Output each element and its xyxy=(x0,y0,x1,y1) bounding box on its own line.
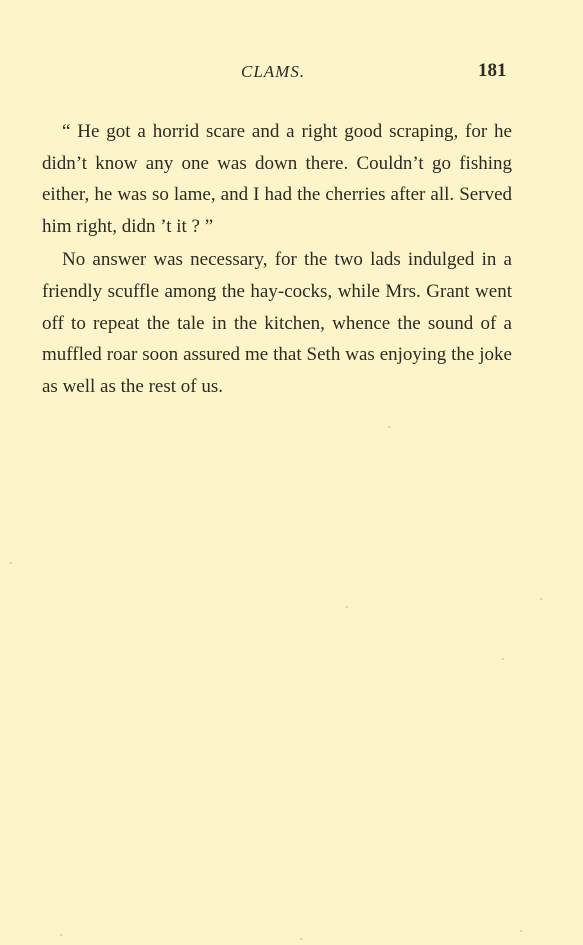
running-head xyxy=(0,62,583,86)
paper-speck xyxy=(10,562,12,564)
paragraph-2: No answer was necessary, for the two lads indulged in a friendly scuffle among the hay-cocks, while Mrs. Grant went off to repeat the tale in the kitchen, whence the sound of a muffled roar soon assured me that Seth was enjoying the joke as well as the rest of us. xyxy=(42,249,512,397)
paper-speck xyxy=(540,598,542,600)
body-text xyxy=(42,116,512,402)
chapter-title: CLAMS. xyxy=(241,62,306,81)
paper-speck xyxy=(300,938,302,940)
paper-speck xyxy=(502,658,504,660)
paper-speck xyxy=(388,426,390,428)
paper-speck xyxy=(346,606,348,608)
paragraph-1: “ He got a horrid scare and a right good scraping, for he didn’t know any one was down there. Couldn’t go fishing either, he was so lame, and I had the cherries after all. Served him right, didn ’t it ? ” xyxy=(42,121,512,237)
paper-speck xyxy=(60,934,62,936)
paper-speck xyxy=(520,930,522,932)
page-number: 181 xyxy=(478,60,507,81)
